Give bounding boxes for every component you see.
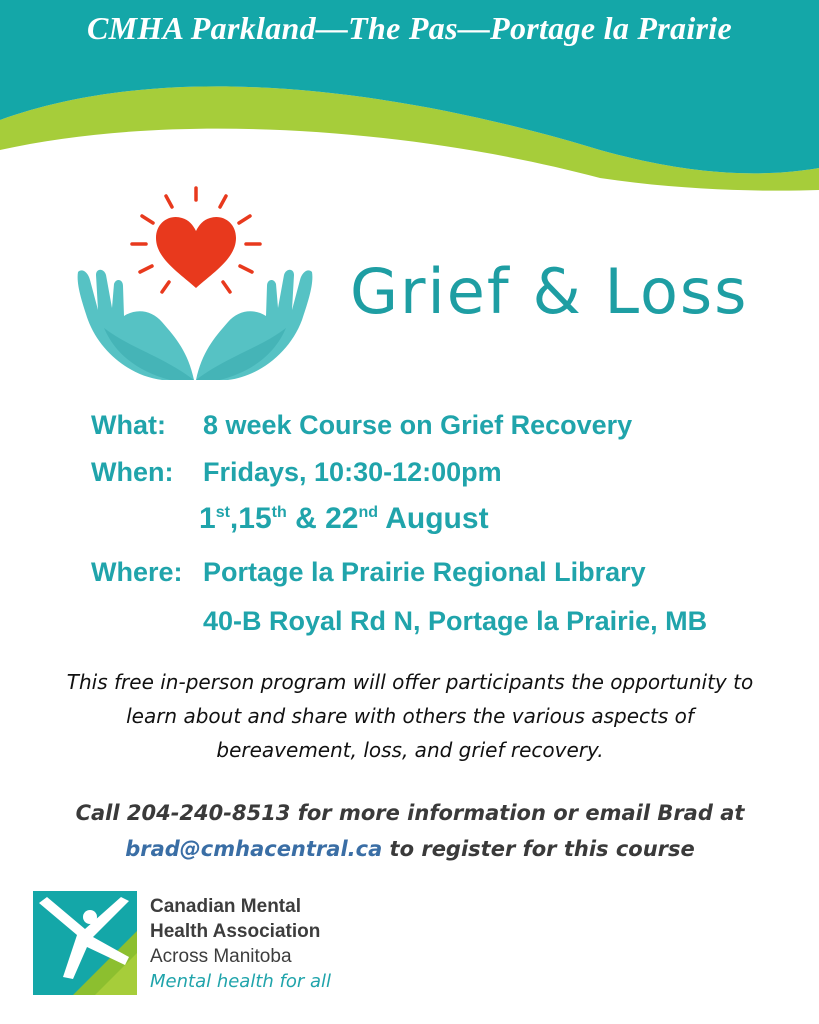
event-dates: 1st,15th & 22nd August	[199, 502, 489, 535]
when-value: Fridays, 10:30-12:00pm	[203, 457, 502, 487]
when-label: When:	[91, 457, 174, 487]
event-title: Grief & Loss	[350, 255, 749, 328]
program-description: This free in-person program will offer participants the opportunity to learn about and share with others the various aspects of bereavement, loss, and grief recovery.	[66, 670, 754, 762]
what-label: What:	[91, 410, 166, 440]
what-value: 8 week Course on Grief Recovery	[203, 410, 633, 440]
contact-phone-line: Call 204-240-8513 for more information or email Brad at	[75, 801, 745, 825]
org-name-line2: Health Association	[150, 921, 321, 942]
org-tagline: Mental health for all	[150, 971, 332, 992]
org-region: Across Manitoba	[150, 946, 292, 967]
heart-in-hands-icon	[70, 180, 320, 390]
heart-shape	[156, 217, 236, 288]
email-link[interactable]: brad@cmhacentral.ca	[125, 837, 383, 861]
cmha-logo-icon	[33, 891, 137, 995]
where-label: Where:	[91, 557, 183, 587]
header-region-title: CMHA Parkland—The Pas—Portage la Prairie	[87, 10, 732, 46]
contact-info	[40, 795, 780, 867]
org-name-line1: Canadian Mental	[150, 896, 301, 917]
contact-register-line: brad@cmhacentral.ca to register for this course	[125, 837, 695, 861]
where-venue: Portage la Prairie Regional Library	[203, 557, 646, 587]
where-address: 40-B Royal Rd N, Portage la Prairie, MB	[203, 606, 708, 636]
